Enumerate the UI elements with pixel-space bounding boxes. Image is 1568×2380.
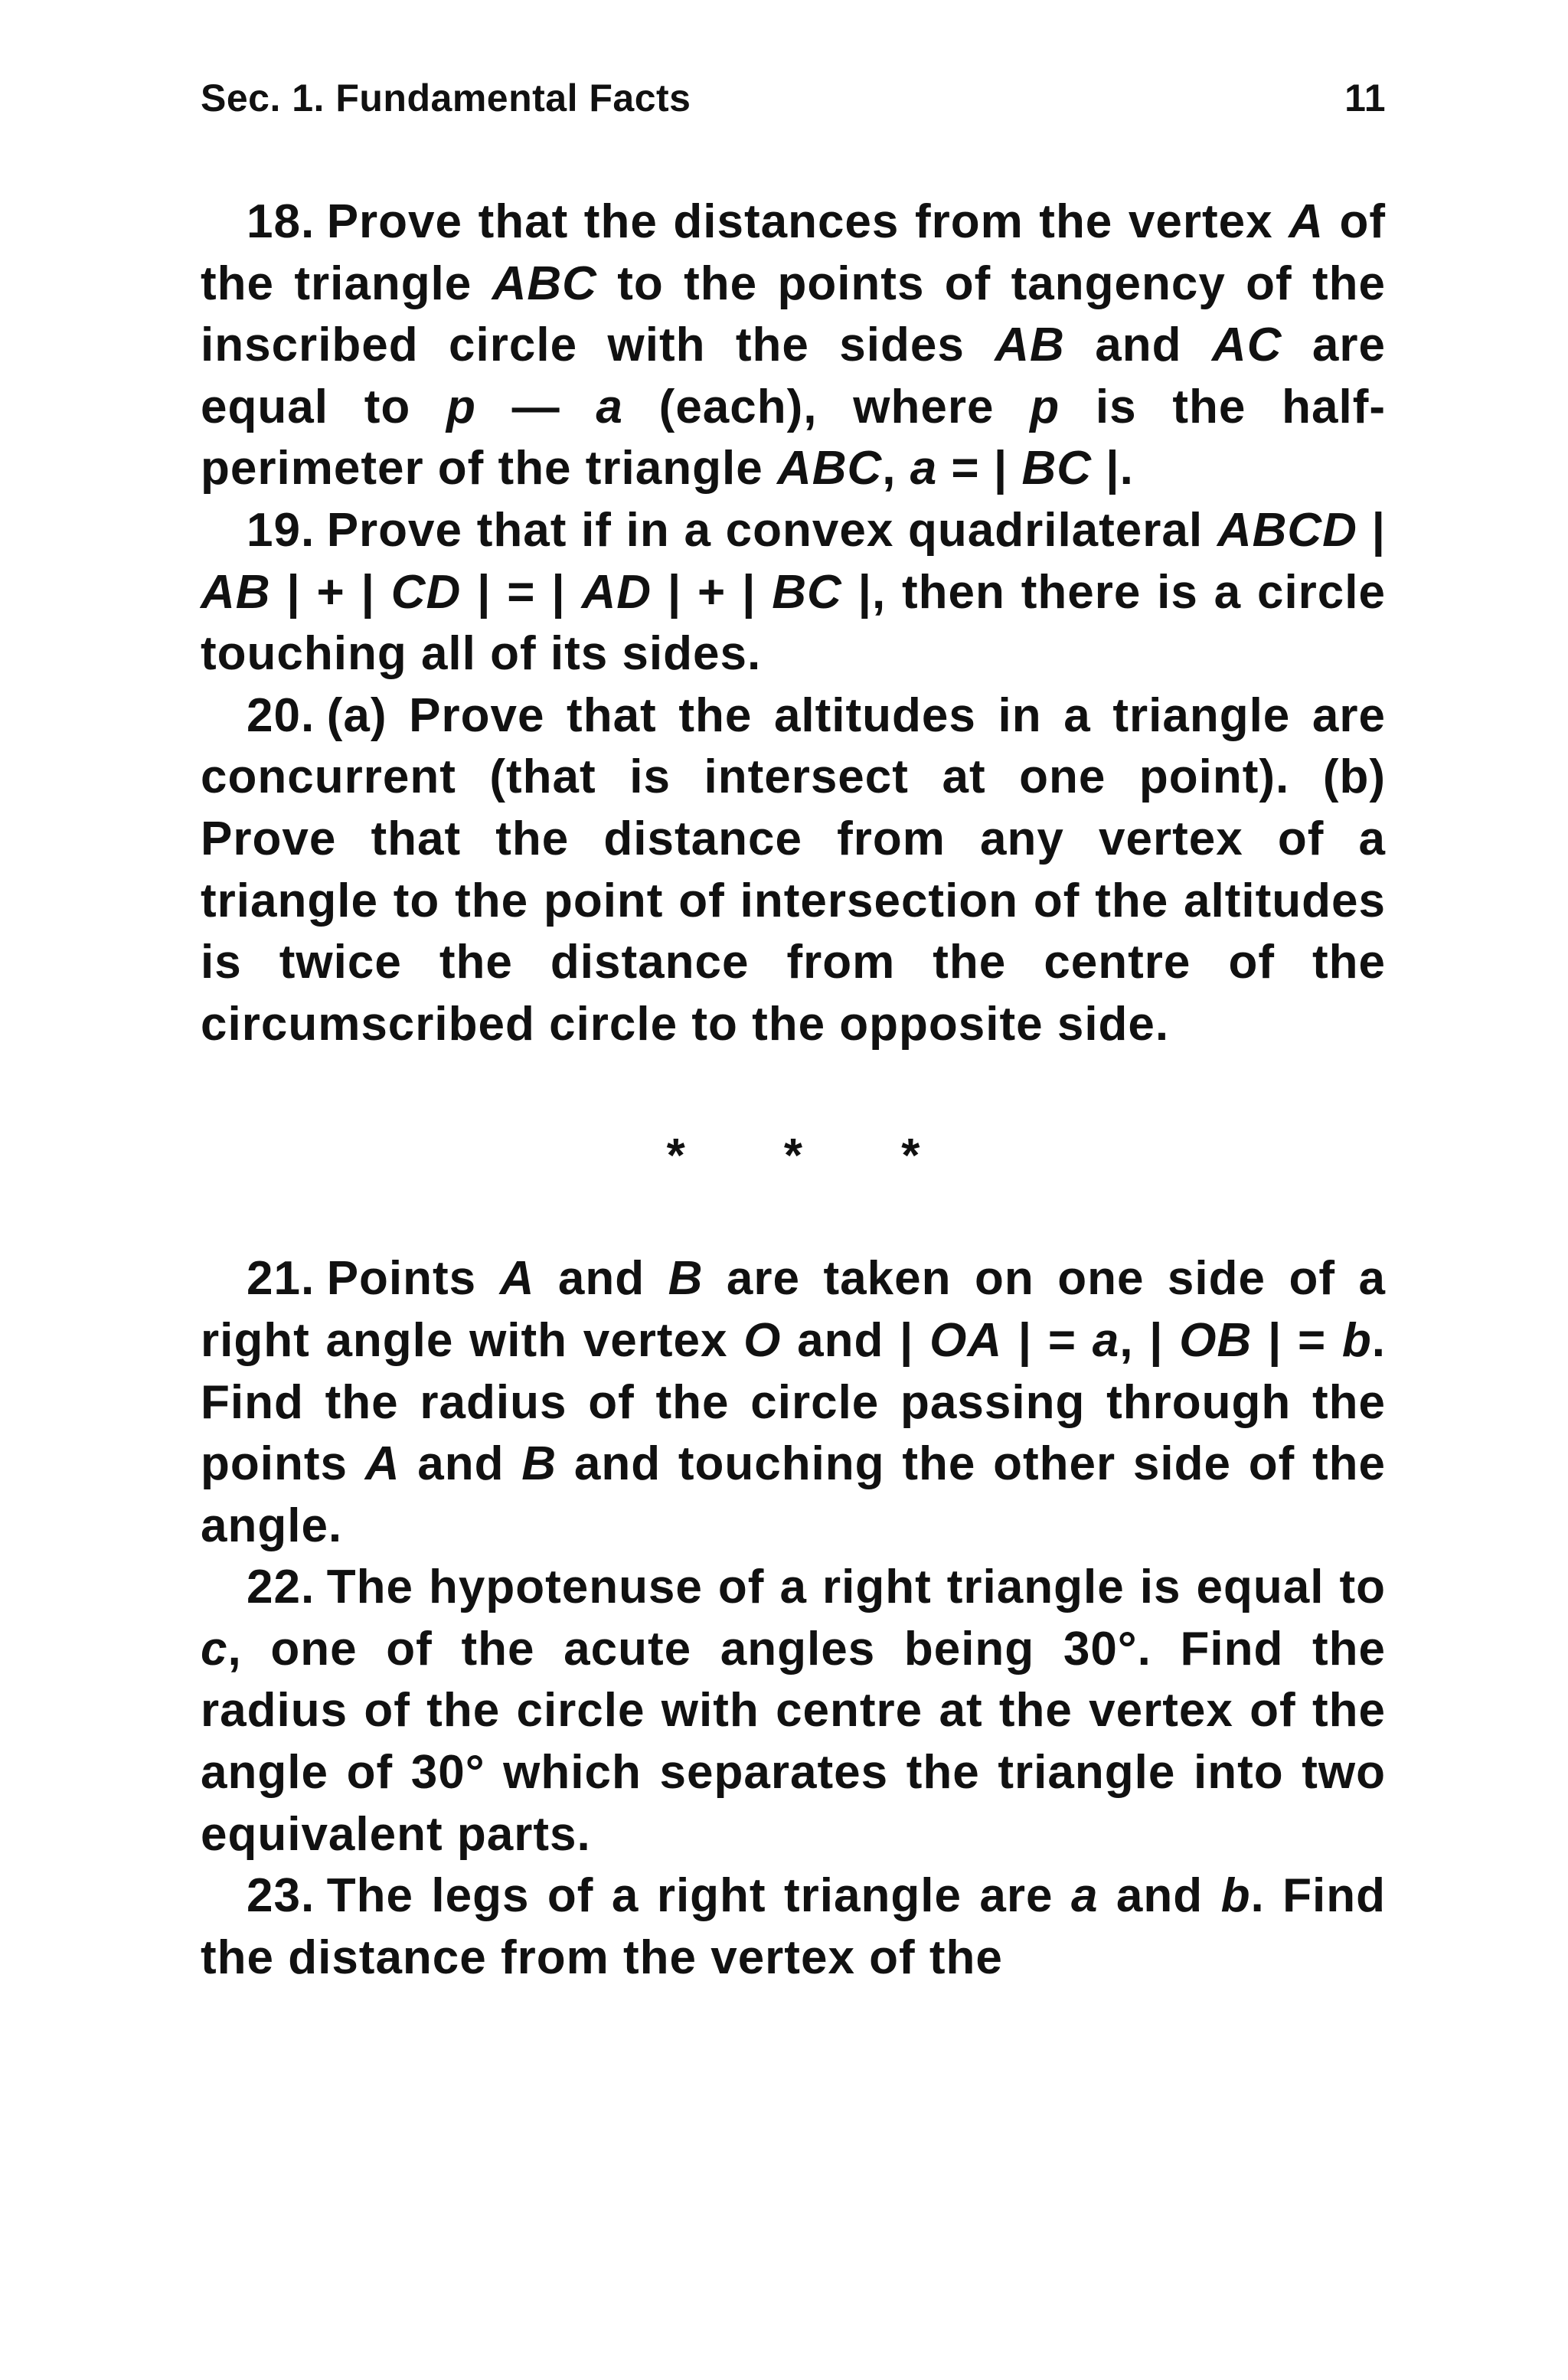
- section-separator: * * *: [666, 1130, 963, 1183]
- problem-text: |, then there is a circle touching all of its sides.: [201, 565, 1386, 681]
- math-symbol: ABC: [776, 442, 883, 495]
- math-symbol: a: [910, 442, 938, 495]
- page-number: 11: [1344, 77, 1386, 119]
- math-symbol: O: [743, 1313, 782, 1367]
- math-symbol: AD: [581, 565, 652, 619]
- problems-body: [201, 191, 1386, 1989]
- problem-20: [201, 685, 1386, 1056]
- math-symbol: OB: [1179, 1313, 1253, 1367]
- problem-18: [201, 191, 1386, 500]
- math-symbol: b: [1341, 1313, 1372, 1367]
- problem-text: | =: [1002, 1313, 1093, 1367]
- math-symbol: c: [201, 1622, 228, 1675]
- problem-23: [201, 1865, 1386, 1989]
- book-page: [201, 74, 1386, 1989]
- problem-text: and: [534, 1252, 668, 1306]
- problem-text: | + |: [270, 565, 391, 619]
- problem-number: 22.: [247, 1561, 315, 1614]
- problem-19: [201, 500, 1386, 685]
- problems-after-separator: [201, 1248, 1386, 1989]
- math-symbol: AB: [201, 565, 271, 619]
- math-symbol: OA: [929, 1313, 1003, 1367]
- math-symbol: a: [1070, 1869, 1099, 1923]
- problem-text: (a) Prove that the altitudes in a triangle are concurrent (that is intersect at one point). (b) Prove that the distance from any vertex of a triangle to the point of intersection of the altitudes is twice the distance from the centre of the circumscribed circle to the opposite side.: [201, 688, 1386, 1051]
- problem-22: [201, 1557, 1386, 1865]
- problem-text: The hypotenuse of a right triangle is equal to: [326, 1561, 1386, 1614]
- math-symbol: CD: [390, 565, 462, 619]
- problem-text: and: [400, 1437, 522, 1491]
- math-symbol: A: [1289, 195, 1324, 248]
- problem-text: and: [1098, 1869, 1221, 1923]
- problem-text: . Find the distance from the vertex of the: [201, 1869, 1386, 1984]
- problem-text: , |: [1119, 1313, 1180, 1367]
- problem-text: ,: [882, 442, 910, 495]
- problem-21: [201, 1248, 1386, 1557]
- math-symbol: AB: [995, 319, 1065, 372]
- problem-text: to the points of tangency of the inscribed circle with the sides: [201, 257, 1386, 372]
- problems-before-separator: [201, 191, 1386, 1055]
- problem-text: = |: [937, 442, 1022, 495]
- problem-text: | = |: [461, 565, 582, 619]
- math-symbol: b: [1220, 1869, 1251, 1923]
- math-symbol: A: [364, 1437, 400, 1491]
- math-symbol: BC: [1021, 442, 1092, 495]
- math-symbol: AC: [1211, 319, 1282, 372]
- problem-number: 23.: [247, 1869, 315, 1923]
- problem-number: 19.: [247, 503, 315, 557]
- problem-text: (each), where: [622, 380, 1031, 433]
- math-symbol: B: [521, 1437, 557, 1491]
- math-symbol: p: [446, 380, 476, 433]
- math-symbol: a: [1092, 1313, 1120, 1367]
- problem-text: are taken on one side of a right angle with vertex: [201, 1252, 1386, 1367]
- problem-text: | + |: [652, 565, 773, 619]
- problem-text: |: [1357, 503, 1386, 557]
- math-symbol: BC: [772, 565, 842, 619]
- problem-text: | =: [1252, 1313, 1342, 1367]
- problem-text: . Find the radius of the circle passing through the points: [201, 1313, 1387, 1491]
- problem-text: |.: [1092, 442, 1134, 495]
- math-symbol: A: [499, 1252, 535, 1306]
- section-title: Sec. 1. Fundamental Facts: [201, 77, 691, 119]
- problem-text: —: [475, 380, 596, 433]
- problem-number: 18.: [247, 195, 315, 248]
- problem-text: The legs of a right triangle are: [326, 1869, 1071, 1923]
- problem-number: 21.: [247, 1252, 315, 1306]
- math-symbol: ABCD: [1217, 503, 1357, 557]
- running-header: [201, 74, 1386, 123]
- math-symbol: B: [668, 1252, 704, 1306]
- problem-text: and |: [781, 1313, 930, 1367]
- problem-text: is the half-perimeter of the triangle: [201, 380, 1387, 495]
- math-symbol: ABC: [492, 257, 597, 310]
- problem-number: 20.: [247, 688, 315, 742]
- problem-text: and touching the other side of the angle.: [201, 1437, 1386, 1552]
- problem-text: Prove that if in a convex quadrilateral: [326, 503, 1217, 557]
- math-symbol: a: [596, 380, 623, 433]
- problem-text: Points: [326, 1252, 500, 1306]
- problem-text: of the triangle: [201, 195, 1386, 310]
- problem-text: and: [1064, 319, 1212, 372]
- problem-text: are equal to: [201, 319, 1386, 433]
- problem-text: , one of the acute angles being 30°. Find the radius of the circle with centre at the vertex of the angle of 30° which separates the triangle into two equivalent parts.: [201, 1622, 1386, 1861]
- problem-text: Prove that the distances from the vertex: [326, 195, 1289, 248]
- math-symbol: p: [1030, 380, 1060, 433]
